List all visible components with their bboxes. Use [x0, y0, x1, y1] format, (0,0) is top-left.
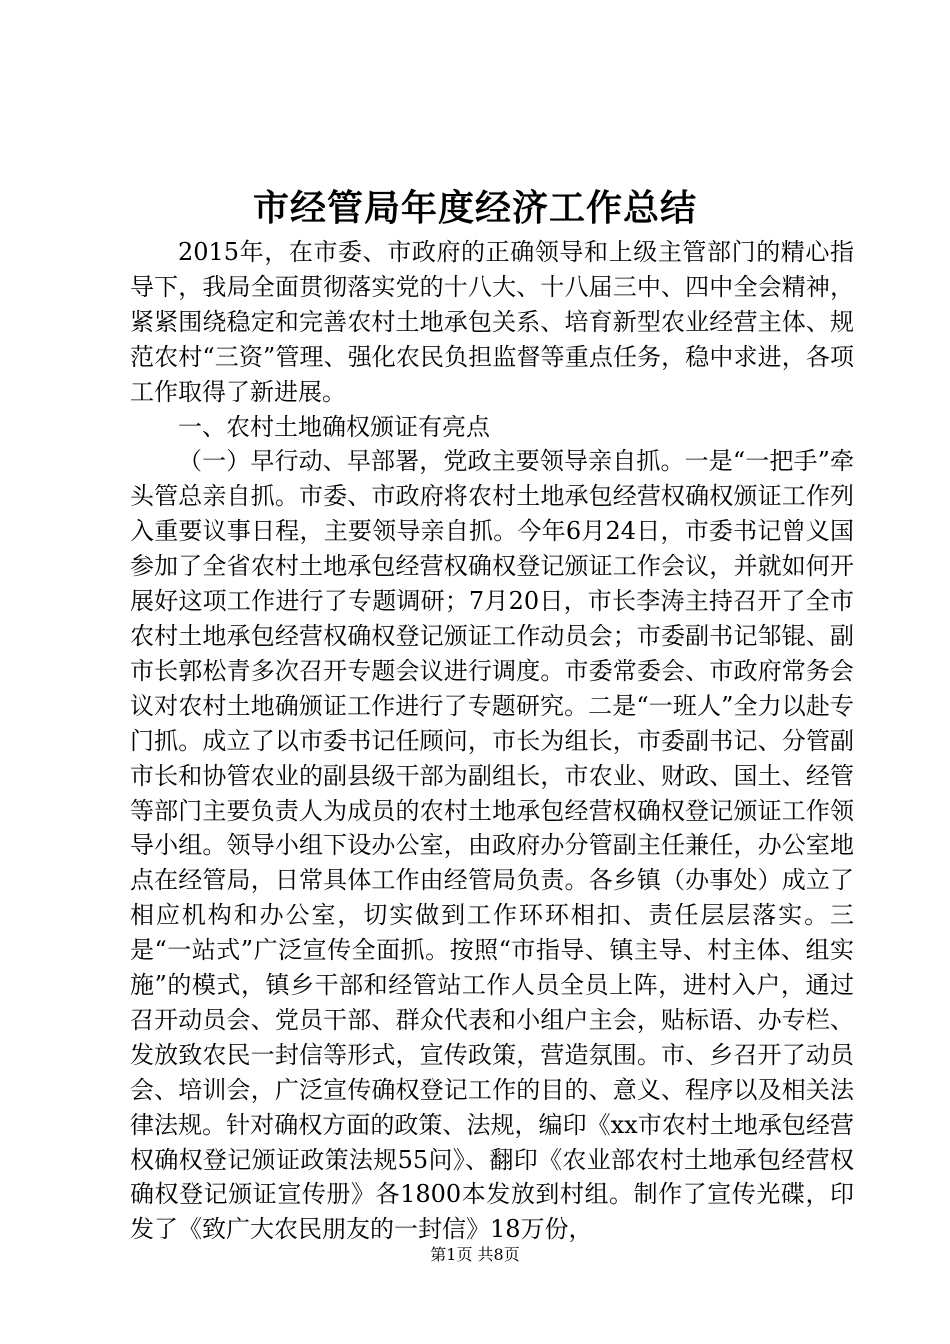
- document-title: 市经管局年度经济工作总结: [252, 187, 697, 229]
- section-heading: 一、农村土地确权颁证有亮点: [178, 412, 490, 441]
- page-number: 第1页 共8页: [430, 1245, 520, 1264]
- body-paragraph: （一）早行动、早部署，党政主要领导亲自抓。一是“一把手”牵头管总亲自抓。市委、市政府将农村土地承包经营权确权颁证工作列入重要议事日程，主要领导亲自抓。今年6月24日，市委书记曾义国参加了全省农村土地承包经营权确权登记颁证工作会议，并就如何开展好这项工作进行了专题调研；7月20日，市长李涛主持召开了全市农村土地承包经营权确权登记颁证工作动员会；市委副书记邹锟、副市长郭松青多次召开专题会议进行调度。市委常委会、市政府常务会议对农村土地确颁证工作进行了专题研究。二是“一班人”全力以赴专门抓。成立了以市委书记任顾问，市长为组长，市委副书记、分管副市长和协管农业的副县级干部为副组长，市农业、财政、国土、经管等部门主要负责人为成员的农村土地承包经营权确权登记颁证工作领导小组。领导小组下设办公室，由政府办分管副主任兼任，办公室地点在经管局，日常具体工作由经管局负责。各乡镇（办事处）成立了相应机构和办公室，切实做到工作环环相扣、责任层层落实。三是“一站式”广泛宣传全面抓。按照“市指导、镇主导、村主体、组实施”的模式，镇乡干部和经管站工作人员全员上阵，进村入户，通过召开动员会、党员干部、群众代表和小组户主会，贴标语、办专栏、发放致农民一封信等形式，宣传政策，营造氛围。市、乡召开了动员会、培训会，广泛宣传确权登记工作的目的、意义、程序以及相关法律法规。针对确权方面的政策、法规，编印《xx市农村土地承包经营权确权登记颁证政策法规55问》、翻印《农业部农村土地承包经营权确权登记颁证宣传册》各1800本发放到村组。制作了宣传光碟，印发了《致广大农民朋友的一封信》18万份，: [130, 447, 854, 1244]
- document-body: [130, 235, 854, 1247]
- intro-paragraph: 2015年，在市委、市政府的正确领导和上级主管部门的精心指导下，我局全面贯彻落实党的十八大、十八届三中、四中全会精神，紧紧围绕稳定和完善农村土地承包关系、培育新型农业经营主体、规范农村“三资”管理、强化农民负担监督等重点任务，稳中求进，各项工作取得了新进展。: [130, 238, 854, 406]
